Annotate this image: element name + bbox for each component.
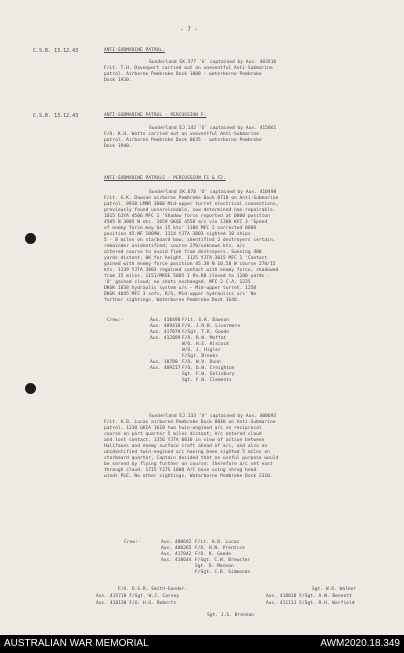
- section-heading: ANTI-SUBMARINE PATROL - PERCUSSION F.: [104, 113, 207, 118]
- report-line: Halifaxes and enemy surface craft ahead of a/c, and also an: [104, 444, 268, 449]
- crew-row: Aus. 409418 F/O. J.R.B. Livermore: [150, 324, 241, 329]
- report-line: DKGK 4045 MFC 3 sofs, R/S, Mid-upper hydraulics u/s' No: [104, 292, 257, 297]
- crew-row: F/Sgt. C.R. Simmonds: [195, 570, 251, 575]
- report-line: gained with enemy force position 45.38 N 10.58 W course 270/15: [104, 262, 276, 267]
- report-line: DKGK 1838 hydraulic system u/s - Mid-upper turret. 1250: [104, 286, 257, 291]
- crew-row: Aus. 412899 F/O. R.W. Moffat: [150, 336, 227, 341]
- section-date: C.S.B. 13.12.43: [33, 48, 79, 54]
- crew-row: Sgt. J.S. Brennan: [207, 613, 255, 618]
- crew-label: Crew:-: [107, 318, 124, 323]
- report-line: Dock 1920.: [104, 78, 132, 83]
- report-line: Sunderland EJ.133 'V' captained by Aus. 400692: [149, 414, 277, 419]
- report-line: remainder unidentified; course 270/unknown kts. a/c: [104, 244, 246, 249]
- report-line: of enemy force may be 15 kts' 1100 MFC 2 corrected 0800: [104, 226, 257, 231]
- report-line: F/Lt. T.H. Davenport carried out an uneventful Anti-Submarine: [104, 66, 273, 71]
- punch-hole-icon: [25, 383, 36, 394]
- report-line: winds PLE. No other sightings. Waterborne Pembroke Dock 2310.: [104, 474, 273, 479]
- crew-row: Aus. 417079 F/Sgt. T.R. Goode: [150, 330, 230, 335]
- report-line: further sightings. Waterborne Pembroke Dock 1648.: [104, 298, 240, 303]
- report-line: and lost contact. 1356 YJTA 0030 in view of action between: [104, 438, 265, 443]
- report-line: Dock 1940.: [104, 144, 132, 149]
- report-line: starboard quarter, Captain decided that no useful purpose would: [104, 456, 279, 461]
- report-line: 4505 N 3005 W etc. 1059 GKQE 4558 a/c vis 1308 KFC 3 'Speed: [104, 220, 268, 225]
- punch-hole-icon: [25, 233, 36, 244]
- report-line: Sunderland EK.577 'S' captained by Aus. 403516: [149, 60, 277, 65]
- crew-row: Sgt. F.W. Salisbury: [182, 372, 235, 377]
- crew-row: Aus. 400265 F/O. H.N. Prentice: [161, 546, 245, 551]
- crew-row: F/Sgt. Brooks: [182, 354, 218, 359]
- report-line: patrol. 0910 LMNR 3000 Mid-upper turret electrical connections,: [104, 202, 279, 207]
- report-line: course on port quarter 5 miles distant; A/c entered cloud: [104, 432, 262, 437]
- crew-row: Aus. 415710 F/Sgt. W.J. Carvey Aus. 410010 F/Sgt. A.W. Bennett: [96, 594, 352, 599]
- report-line: be served by flying further on course; therefore a/c set east: [104, 462, 273, 467]
- report-line: F/O. K.H. Watts carried out an uneventful Anti-Submarine: [104, 132, 259, 137]
- crew-label: Crew:-: [124, 540, 141, 545]
- report-line: unidentified twin-engined a/c having been sighted 5 miles on: [104, 450, 270, 455]
- page-number: - 7 -: [180, 26, 199, 33]
- footer-reference: AWM2020.18.349: [320, 638, 400, 649]
- report-line: patrol. 1230 GKIA 1010 two twin-engined a/c on reciprocal: [104, 426, 262, 431]
- crew-row: Sgt. F.W. Clements: [182, 378, 232, 383]
- report-line: yards distant, 0K for height. 1125 YJTA 3015 MFC 1 'Contact: [104, 256, 268, 261]
- archive-footer: [0, 635, 404, 653]
- report-line: 'O' gained cloud; no shots exchanged. MFC 2 C-A. 1235: [104, 280, 251, 285]
- crew-row: Aus. 410498 F/Lt. G.K. Dawson: [150, 318, 230, 323]
- crew-row: Aus. 10780 F/O. W.V. Dunn: [150, 360, 221, 365]
- report-line: 1015 GJYA 4506 MFC 1 'Shadow force reported at 0800 position: [104, 214, 270, 219]
- crew-row: Aus. 409217 F/O. D.W. Creighton: [150, 366, 235, 371]
- report-line: through cloud. 1715 YJTS 1000 A/C base using shrug head: [104, 468, 257, 473]
- crew-row: Aus. 400692 F/Lt. H.B. Lucas: [161, 540, 240, 545]
- footer-institution: AUSTRALIAN WAR MEMORIAL: [4, 638, 149, 649]
- report-line: kts. 1139 YJTA 3803 regained contact with enemy force, shadowed: [104, 268, 279, 273]
- crew-row: F/O. D.S.R. Smith-Gander. Sgt. W.R. Walker: [118, 587, 357, 592]
- crew-row: W/O. H.E. Hiscock: [182, 342, 230, 347]
- report-line: previously found unserviceable, now determined non-repairable.: [104, 208, 276, 213]
- report-line: position 45.NF 1009W. 1114 YJTA 3803 sighted 10 ships: [104, 232, 251, 237]
- report-line: Sunderland EK.678 'O' captained by Aus. 410498: [149, 190, 277, 195]
- report-line: F/Lt. G.K. Dawson airborne Pembroke Dock 0710 on Anti-Submarine: [104, 196, 279, 201]
- crew-row: Aus. 410644 F/Sgt. C.W. Brewster: [161, 558, 251, 563]
- crew-row: Aus. 418130 F/O. H.G. Roberts Aus. 411111 F/Sgt. R.H. Warfield: [96, 601, 355, 606]
- report-line: F/Lt. H.B. Lucas airborne Pembroke Dock 0840 on Anti-Submarine: [104, 420, 276, 425]
- report-line: 5 - 8 miles on starboard bow, identified 2 destroyers certain,: [104, 238, 276, 243]
- crew-row: Aus. 417042 F/O. K. Goode: [161, 552, 231, 557]
- report-line: patrol. Airborne Pembroke Dock 0635 - waterborne Pembroke: [104, 138, 262, 143]
- section-heading: ANTI-SUBMARINE PATROLS - PERCUSSION F1 & F2.: [104, 176, 226, 181]
- report-line: altered course to avoid flak from destroyers. Sunning 400: [104, 250, 262, 255]
- section-heading: ANTI-SUBMARINE PATROL.: [104, 48, 165, 53]
- crew-row: Sgt. D. Maseon: [195, 564, 234, 569]
- report-line: from 15 miles. 1151/MKSE 5005 1 9a.88 closed to 1200 yards -: [104, 274, 270, 279]
- report-line: patrol. Airborne Pembroke Dock 1008 - waterborne Pembroke: [104, 72, 262, 77]
- section-date: C.S.B. 13.12.43: [33, 113, 79, 119]
- report-line: Sunderland EJ.142 'S' captained by Aus. 415061: [149, 126, 277, 131]
- crew-row: W/O. J. Higler: [182, 348, 221, 353]
